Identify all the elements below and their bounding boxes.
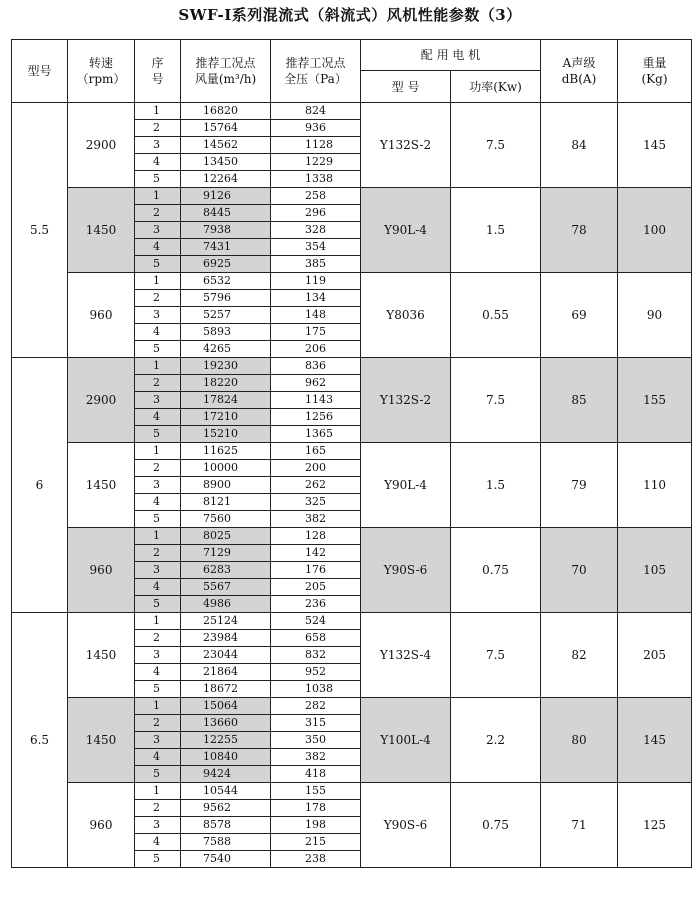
flow-cell: 7431 <box>181 239 271 256</box>
flow-cell: 19230 <box>181 358 271 375</box>
seq-cell: 3 <box>135 732 181 749</box>
seq-cell: 3 <box>135 307 181 324</box>
flow-cell: 6925 <box>181 256 271 273</box>
flow-cell: 5257 <box>181 307 271 324</box>
pressure-cell: 952 <box>271 664 361 681</box>
power-cell: 7.5 <box>451 358 541 443</box>
motor-model-cell: Y90L-4 <box>361 443 451 528</box>
noise-cell: 80 <box>541 698 618 783</box>
seq-cell: 1 <box>135 273 181 290</box>
noise-cell: 71 <box>541 783 618 868</box>
weight-cell: 110 <box>618 443 692 528</box>
noise-cell: 78 <box>541 188 618 273</box>
pressure-cell: 134 <box>271 290 361 307</box>
weight-cell: 205 <box>618 613 692 698</box>
pressure-cell: 1365 <box>271 426 361 443</box>
power-cell: 0.75 <box>451 528 541 613</box>
seq-cell: 4 <box>135 664 181 681</box>
table-row <box>12 188 692 205</box>
seq-cell: 2 <box>135 800 181 817</box>
seq-cell: 2 <box>135 375 181 392</box>
seq-cell: 2 <box>135 545 181 562</box>
flow-cell: 15064 <box>181 698 271 715</box>
seq-cell: 5 <box>135 596 181 613</box>
flow-cell: 10000 <box>181 460 271 477</box>
weight-cell: 145 <box>618 698 692 783</box>
model-cell: 6 <box>12 358 68 613</box>
pressure-cell: 155 <box>271 783 361 800</box>
flow-cell: 7560 <box>181 511 271 528</box>
pressure-cell: 1038 <box>271 681 361 698</box>
pressure-cell: 382 <box>271 749 361 766</box>
motor-model-cell: Y90S-6 <box>361 528 451 613</box>
flow-cell: 16820 <box>181 103 271 120</box>
noise-cell: 69 <box>541 273 618 358</box>
pressure-cell: 836 <box>271 358 361 375</box>
seq-cell: 4 <box>135 494 181 511</box>
flow-cell: 7540 <box>181 851 271 868</box>
seq-cell: 4 <box>135 579 181 596</box>
header-power: 功率(Kw) <box>451 71 541 103</box>
flow-cell: 5796 <box>181 290 271 307</box>
speed-cell: 1450 <box>68 698 135 783</box>
table-body <box>12 103 692 868</box>
seq-cell: 3 <box>135 562 181 579</box>
seq-cell: 5 <box>135 171 181 188</box>
header-model: 型号 <box>12 40 68 103</box>
header-motor: 配 用 电 机 <box>361 40 541 71</box>
header-motor-model: 型 号 <box>361 71 451 103</box>
motor-model-cell: Y100L-4 <box>361 698 451 783</box>
power-cell: 7.5 <box>451 613 541 698</box>
header-pressure-line1: 推荐工况点 <box>285 56 346 70</box>
power-cell: 0.75 <box>451 783 541 868</box>
header-noise <box>541 40 618 103</box>
table-row <box>12 783 692 800</box>
weight-cell: 90 <box>618 273 692 358</box>
pressure-cell: 176 <box>271 562 361 579</box>
pressure-cell: 262 <box>271 477 361 494</box>
pressure-cell: 238 <box>271 851 361 868</box>
flow-cell: 17210 <box>181 409 271 426</box>
flow-cell: 10840 <box>181 749 271 766</box>
flow-cell: 10544 <box>181 783 271 800</box>
pressure-cell: 1229 <box>271 154 361 171</box>
flow-cell: 7588 <box>181 834 271 851</box>
weight-cell: 105 <box>618 528 692 613</box>
motor-model-cell: Y90L-4 <box>361 188 451 273</box>
pressure-cell: 418 <box>271 766 361 783</box>
flow-cell: 7129 <box>181 545 271 562</box>
pressure-cell: 1143 <box>271 392 361 409</box>
header-seq <box>135 40 181 103</box>
pressure-cell: 236 <box>271 596 361 613</box>
seq-cell: 4 <box>135 834 181 851</box>
seq-cell: 5 <box>135 681 181 698</box>
seq-cell: 1 <box>135 358 181 375</box>
flow-cell: 17824 <box>181 392 271 409</box>
seq-cell: 5 <box>135 256 181 273</box>
noise-cell: 70 <box>541 528 618 613</box>
table-row <box>12 698 692 715</box>
power-cell: 1.5 <box>451 188 541 273</box>
model-cell: 5.5 <box>12 103 68 358</box>
pressure-cell: 1128 <box>271 137 361 154</box>
seq-cell: 2 <box>135 120 181 137</box>
seq-cell: 5 <box>135 426 181 443</box>
speed-cell: 1450 <box>68 188 135 273</box>
pressure-cell: 382 <box>271 511 361 528</box>
pressure-cell: 258 <box>271 188 361 205</box>
noise-cell: 79 <box>541 443 618 528</box>
page-title: SWF-Ⅰ系列混流式（斜流式）风机性能参数（3） <box>178 6 522 24</box>
motor-model-cell: Y132S-4 <box>361 613 451 698</box>
pressure-cell: 282 <box>271 698 361 715</box>
speed-cell: 2900 <box>68 103 135 188</box>
pressure-cell: 200 <box>271 460 361 477</box>
pressure-cell: 832 <box>271 647 361 664</box>
flow-cell: 18220 <box>181 375 271 392</box>
seq-cell: 5 <box>135 511 181 528</box>
header-flow-line1: 推荐工况点 <box>195 56 256 70</box>
seq-cell: 5 <box>135 766 181 783</box>
pressure-cell: 128 <box>271 528 361 545</box>
noise-cell: 82 <box>541 613 618 698</box>
flow-cell: 8900 <box>181 477 271 494</box>
motor-model-cell: Y132S-2 <box>361 103 451 188</box>
table-row <box>12 443 692 460</box>
seq-cell: 2 <box>135 290 181 307</box>
flow-cell: 25124 <box>181 613 271 630</box>
seq-cell: 1 <box>135 103 181 120</box>
speed-cell: 2900 <box>68 358 135 443</box>
pressure-cell: 962 <box>271 375 361 392</box>
pressure-cell: 175 <box>271 324 361 341</box>
pressure-cell: 385 <box>271 256 361 273</box>
flow-cell: 13450 <box>181 154 271 171</box>
flow-cell: 13660 <box>181 715 271 732</box>
table-row <box>12 528 692 545</box>
seq-cell: 3 <box>135 222 181 239</box>
seq-cell: 1 <box>135 613 181 630</box>
table-header <box>12 40 692 103</box>
table-row <box>12 273 692 290</box>
flow-cell: 14562 <box>181 137 271 154</box>
pressure-cell: 658 <box>271 630 361 647</box>
motor-model-cell: Y8036 <box>361 273 451 358</box>
seq-cell: 1 <box>135 783 181 800</box>
flow-cell: 5893 <box>181 324 271 341</box>
weight-cell: 125 <box>618 783 692 868</box>
pressure-cell: 824 <box>271 103 361 120</box>
seq-cell: 3 <box>135 477 181 494</box>
flow-cell: 18672 <box>181 681 271 698</box>
pressure-cell: 148 <box>271 307 361 324</box>
pressure-cell: 524 <box>271 613 361 630</box>
pressure-cell: 178 <box>271 800 361 817</box>
pressure-cell: 325 <box>271 494 361 511</box>
flow-cell: 9562 <box>181 800 271 817</box>
header-speed-line2: （rpm） <box>76 72 126 86</box>
weight-cell: 155 <box>618 358 692 443</box>
seq-cell: 2 <box>135 460 181 477</box>
header-flow <box>181 40 271 103</box>
seq-cell: 1 <box>135 528 181 545</box>
pressure-cell: 215 <box>271 834 361 851</box>
power-cell: 0.55 <box>451 273 541 358</box>
flow-cell: 12264 <box>181 171 271 188</box>
seq-cell: 4 <box>135 749 181 766</box>
flow-cell: 11625 <box>181 443 271 460</box>
seq-cell: 2 <box>135 630 181 647</box>
performance-table <box>11 39 692 868</box>
header-weight-line1: 重量 <box>642 56 667 70</box>
pressure-cell: 936 <box>271 120 361 137</box>
weight-cell: 100 <box>618 188 692 273</box>
seq-cell: 1 <box>135 188 181 205</box>
pressure-cell: 119 <box>271 273 361 290</box>
pressure-cell: 205 <box>271 579 361 596</box>
flow-cell: 21864 <box>181 664 271 681</box>
seq-cell: 3 <box>135 137 181 154</box>
flow-cell: 6283 <box>181 562 271 579</box>
pressure-cell: 142 <box>271 545 361 562</box>
flow-cell: 4986 <box>181 596 271 613</box>
weight-cell: 145 <box>618 103 692 188</box>
pressure-cell: 296 <box>271 205 361 222</box>
pressure-cell: 198 <box>271 817 361 834</box>
model-cell: 6.5 <box>12 613 68 868</box>
flow-cell: 7938 <box>181 222 271 239</box>
flow-cell: 23984 <box>181 630 271 647</box>
seq-cell: 1 <box>135 443 181 460</box>
header-seq-line1: 序 <box>151 56 164 70</box>
seq-cell: 4 <box>135 409 181 426</box>
flow-cell: 8578 <box>181 817 271 834</box>
table-row <box>12 358 692 375</box>
flow-cell: 15210 <box>181 426 271 443</box>
table-row <box>12 103 692 120</box>
noise-cell: 85 <box>541 358 618 443</box>
seq-cell: 1 <box>135 698 181 715</box>
header-seq-line2: 号 <box>151 72 164 86</box>
motor-model-cell: Y90S-6 <box>361 783 451 868</box>
speed-cell: 1450 <box>68 613 135 698</box>
header-pressure-line2: 全压（Pa） <box>284 72 347 86</box>
flow-cell: 8445 <box>181 205 271 222</box>
seq-cell: 4 <box>135 239 181 256</box>
seq-cell: 2 <box>135 715 181 732</box>
flow-cell: 5567 <box>181 579 271 596</box>
seq-cell: 3 <box>135 392 181 409</box>
seq-cell: 5 <box>135 341 181 358</box>
flow-cell: 8121 <box>181 494 271 511</box>
speed-cell: 1450 <box>68 443 135 528</box>
table-row <box>12 613 692 630</box>
power-cell: 7.5 <box>451 103 541 188</box>
pressure-cell: 354 <box>271 239 361 256</box>
motor-model-cell: Y132S-2 <box>361 358 451 443</box>
noise-cell: 84 <box>541 103 618 188</box>
header-weight-line2: (Kg) <box>641 72 668 86</box>
header-noise-line1: A声级 <box>562 56 596 70</box>
header-weight <box>618 40 692 103</box>
flow-cell: 12255 <box>181 732 271 749</box>
seq-cell: 4 <box>135 154 181 171</box>
flow-cell: 15764 <box>181 120 271 137</box>
pressure-cell: 350 <box>271 732 361 749</box>
seq-cell: 3 <box>135 647 181 664</box>
pressure-cell: 328 <box>271 222 361 239</box>
header-pressure <box>271 40 361 103</box>
flow-cell: 4265 <box>181 341 271 358</box>
header-noise-line2: dB(A) <box>561 72 597 86</box>
pressure-cell: 1256 <box>271 409 361 426</box>
seq-cell: 2 <box>135 205 181 222</box>
speed-cell: 960 <box>68 783 135 868</box>
header-speed <box>68 40 135 103</box>
seq-cell: 3 <box>135 817 181 834</box>
seq-cell: 4 <box>135 324 181 341</box>
pressure-cell: 1338 <box>271 171 361 188</box>
pressure-cell: 206 <box>271 341 361 358</box>
power-cell: 1.5 <box>451 443 541 528</box>
header-flow-line2: 风量(m³/h) <box>194 72 257 86</box>
flow-cell: 23044 <box>181 647 271 664</box>
seq-cell: 5 <box>135 851 181 868</box>
speed-cell: 960 <box>68 528 135 613</box>
pressure-cell: 165 <box>271 443 361 460</box>
flow-cell: 9126 <box>181 188 271 205</box>
header-speed-line1: 转速 <box>88 56 113 70</box>
power-cell: 2.2 <box>451 698 541 783</box>
speed-cell: 960 <box>68 273 135 358</box>
flow-cell: 6532 <box>181 273 271 290</box>
pressure-cell: 315 <box>271 715 361 732</box>
flow-cell: 9424 <box>181 766 271 783</box>
flow-cell: 8025 <box>181 528 271 545</box>
